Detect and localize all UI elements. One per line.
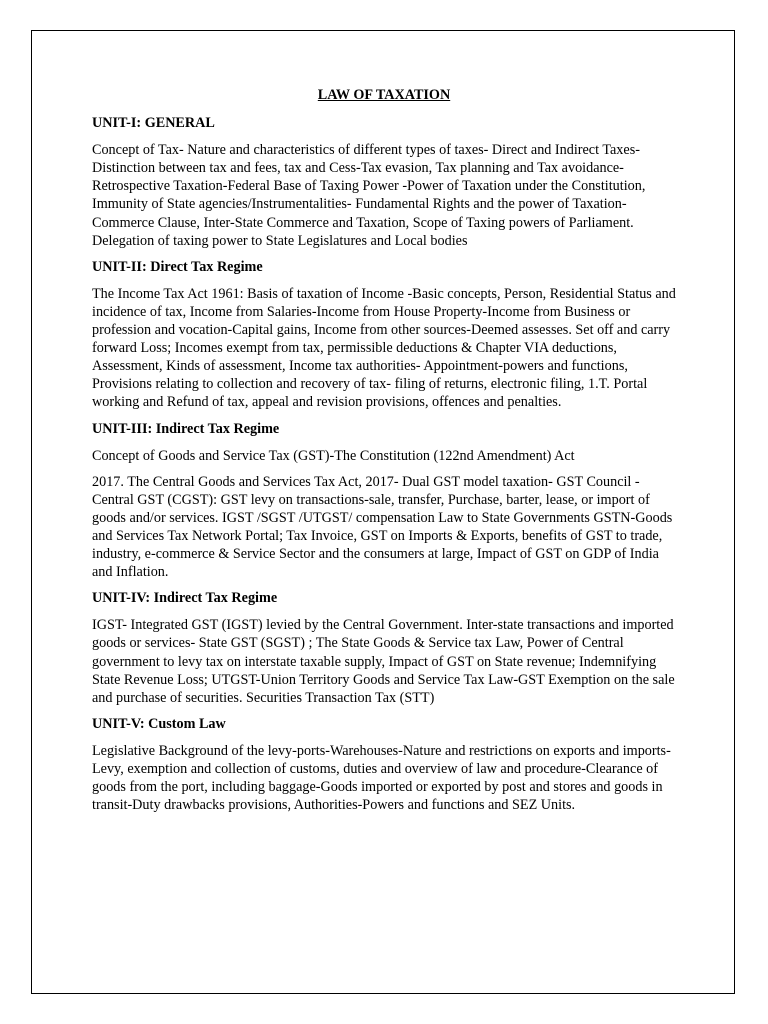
document-title: LAW OF TAXATION	[317, 87, 451, 103]
unit-3-section	[92, 420, 676, 582]
unit-1-heading: UNIT-I: GENERAL	[92, 115, 215, 132]
unit-1-section	[92, 114, 676, 250]
unit-4-paragraph: IGST- Integrated GST (IGST) levied by the Central Government. Inter-state transactions and imported goods or services- State GST (SGST) ; The State Goods & Service tax Law, Power of Central government to levy tax on interstate taxable supply, Impact of GST on State revenue; Indemnifying State Revenue Loss; UTGST-Union Territory Goods and Service Tax Law-GST Exemption on the sale and purchase of securities. Securities Transaction Tax (STT)	[92, 617, 675, 706]
unit-5-paragraph: Legislative Background of the levy-ports-Warehouses-Nature and restrictions on exports and imports-Levy, exemption and collection of customs, duties and overview of law and procedure-Clearance of goods from the port, including baggage-Goods imported or exported by post and stores and goods in transit-Duty drawbacks provisions, Authorities-Powers and functions and SEZ Units.	[92, 742, 671, 814]
unit-1-paragraph: Concept of Tax- Nature and characteristics of different types of taxes- Direct and Indirect Taxes-Distinction between tax and fees, tax and Cess-Tax evasion, Tax planning and Tax avoidance- Retrospective Taxation-Federal Base of Taxing Power -Power of Taxation under the Constitution, Immunity of State agencies/Instrumentalities- Fundamental Rights and the power of Taxation- Commerce Clause, Inter-State Commerce and Taxation, Scope of Taxing powers of Parliament. Delegation of taxing power to State Legislatures and Local bodies	[92, 142, 646, 249]
unit-4-section	[92, 589, 676, 707]
unit-2-heading: UNIT-II: Direct Tax Regime	[92, 258, 263, 275]
unit-3-paragraph-1: Concept of Goods and Service Tax (GST)-The Constitution (122nd Amendment) Act	[92, 447, 575, 464]
unit-5-section	[92, 715, 676, 814]
unit-4-heading: UNIT-IV: Indirect Tax Regime	[92, 590, 278, 607]
unit-3-heading: UNIT-III: Indirect Tax Regime	[92, 420, 280, 437]
unit-3-paragraph-2: 2017. The Central Goods and Services Tax Act, 2017- Dual GST model taxation- GST Council - Central GST (CGST): GST levy on transactions-sale, transfer, Purchase, barter, lease, or import of goods and/or services. IGST /SGST /UTGST/ compensation Law to State Governments GSTN-Goods and Services Tax Network Portal; Tax Invoice, GST on Imports & Exports, benefits of GST to trade, industry, e-commerce & Service Sector and the consumers at large, Impact of GST on GDP of India and Inflation.	[92, 473, 673, 581]
unit-2-paragraph: The Income Tax Act 1961: Basis of taxation of Income -Basic concepts, Person, Residential Status and incidence of tax, Income from Salaries-Income from House Property-Income from Business or profession and vocation-Capital gains, Income from other sources-Deemed assesses. Set off and carry forward Loss; Incomes exempt from tax, permissible deductions & Chapter VIA deductions, Assessment, Kinds of assessment, Income tax authorities- Appointment-powers and functions, Provisions relating to collection and recovery of tax- filing of returns, electronic filing, 1.T. Portal working and Refund of tax, appeal and revision provisions, offences and penalties.	[92, 285, 676, 411]
unit-5-heading: UNIT-V: Custom Law	[92, 715, 226, 732]
document-body	[92, 86, 676, 822]
unit-2-section	[92, 258, 676, 412]
